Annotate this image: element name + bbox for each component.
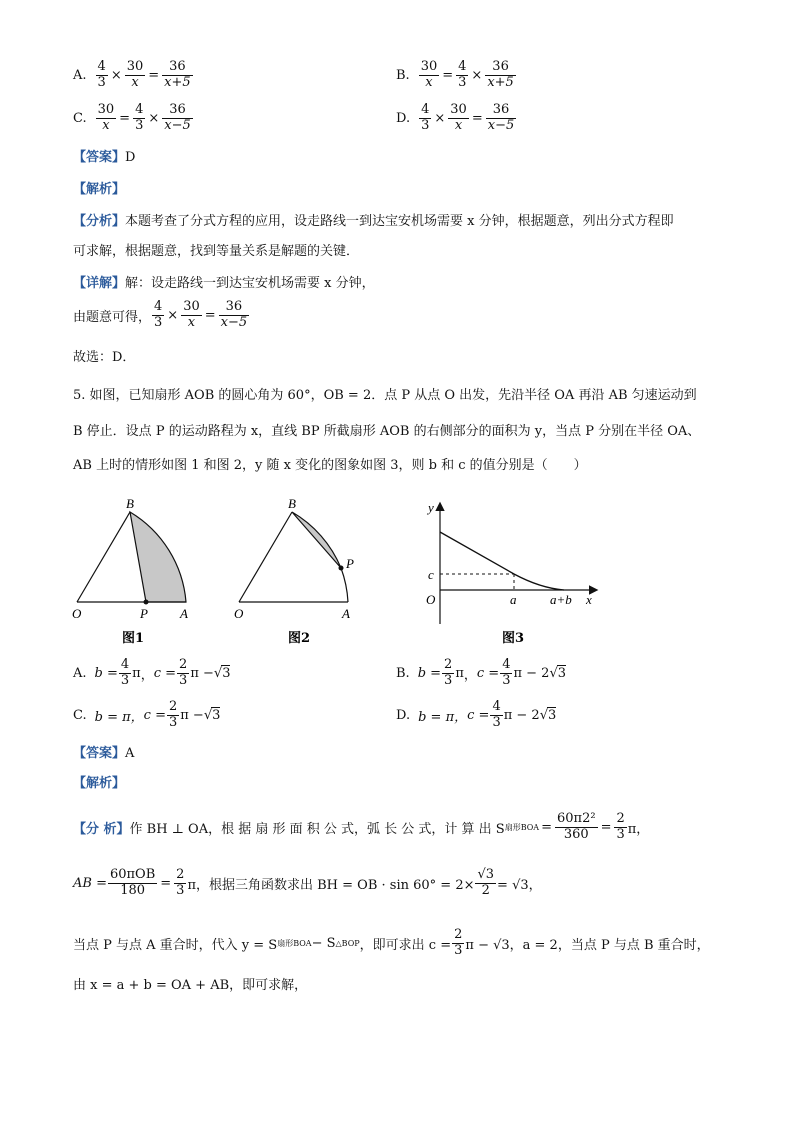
label-o: O: [234, 606, 244, 621]
arc: [341, 568, 348, 602]
q5-option-c: C. b = π， c = $\frac{2}{3}$ π − √ 3: [73, 699, 221, 730]
fraction: $\frac{4}{3}$: [135, 102, 144, 133]
fraction: $\frac{36}{x+5}$: [487, 59, 514, 90]
fraction: $\frac{4}{3}$: [458, 59, 467, 90]
fraction: $\frac{36}{x-5}$: [487, 102, 515, 133]
q5-last-line: 由 x = a + b = OA + AB，即可求解，: [73, 978, 308, 993]
fraction: $\frac{36}{x-5}$: [220, 299, 248, 330]
label-a: A: [180, 606, 188, 621]
label-c: c: [428, 567, 434, 582]
label-p: P: [140, 606, 148, 621]
caption: 图3: [502, 631, 525, 646]
option-label: D.: [396, 110, 411, 126]
q5-option-b: B. b = $\frac{2}{3}$ π ， c = $\frac{4}{3}$ π − 2 √ 3: [396, 657, 567, 688]
label-a-plus-b: a+b: [550, 592, 572, 607]
caption: 图2: [288, 631, 311, 646]
fraction: $\frac{30}{x}$: [183, 299, 200, 330]
q4-option-b: B. $\frac{30}{x}$ = $\frac{4}{3}$ × $\frac{36}{x+5}$: [396, 59, 514, 90]
fraction: $\frac{30}{x}$: [97, 102, 115, 133]
q5-analysis-tag: 【解析】: [73, 776, 126, 791]
q5-answer: 【答案】A: [73, 746, 135, 761]
fraction: $\frac{4}{3}$: [97, 59, 106, 90]
figure-1: [66, 494, 196, 648]
fraction: $\frac{30}{x}$: [450, 102, 467, 133]
option-label: A.: [73, 67, 87, 83]
label-x: x: [586, 592, 592, 607]
caption: 图1: [122, 631, 145, 646]
label-o: O: [72, 606, 82, 621]
fraction: $\frac{36}{x+5}$: [164, 59, 191, 90]
answer-tag: 【答案】: [73, 150, 126, 165]
label-b: B: [288, 496, 296, 511]
q5-stem-line3: AB 上时的情形如图 1 和图 2，y 随 x 变化的图象如图 3，则 b 和 c 的值分别是（ ）: [73, 458, 587, 473]
q4-option-d: D. $\frac{4}{3}$ × $\frac{30}{x}$ = $\frac{36}{x-5}$: [396, 102, 515, 133]
q4-conclusion: 故选：D．: [73, 350, 136, 365]
label-o: O: [426, 592, 436, 607]
label-a: a: [510, 592, 517, 607]
fraction: $\frac{30}{x}$: [420, 59, 438, 90]
fraction: $\frac{30}{x}$: [126, 59, 144, 90]
label-a: A: [342, 606, 350, 621]
q5-arc-line: AB = $\frac{\text{60πOB}}{180}$ = $\frac{2}{3}$ π，根据三角函数求出 BH = OB · sin 60° = 2× $\frac{√3}{2}$ = √3，: [73, 867, 542, 898]
label-p: P: [346, 556, 354, 571]
q4-fenxi: 【分析】本题考查了分式方程的应用，设走路线一到达宝安机场需要 x 分钟，根据题意，列出分式方程即: [73, 214, 674, 229]
q4-fenxi-line2: 可求解，根据题意，找到等量关系是解题的关键．: [73, 244, 360, 259]
label-b: B: [126, 496, 134, 511]
q4-option-c: C. $\frac{30}{x}$ = $\frac{4}{3}$ × $\frac{36}{x-5}$: [73, 102, 191, 133]
q5-option-d: D. b = π， c = $\frac{4}{3}$ π − 2 √ 3: [396, 699, 557, 730]
q4-option-a: A. $\frac{4}{3}$ × $\frac{30}{x}$ = $\frac{36}{x+5}$: [73, 59, 191, 90]
q4-xiangjie: 【详解】解：设走路线一到达宝安机场需要 x 分钟，: [73, 276, 375, 291]
q5-option-a: A. b = $\frac{4}{3}$ π ， c = $\frac{2}{3}$ π − √ 3: [73, 657, 231, 688]
fraction: $\frac{36}{x-5}$: [164, 102, 191, 133]
figure-3: [410, 494, 600, 648]
fraction: $\frac{4}{3}$: [154, 299, 163, 330]
graph-curve: [440, 532, 564, 590]
q5-stem-line2: B 停止．设点 P 的运动路程为 x，直线 BP 所截扇形 AOB 的右侧部分的面积为 y，当点 P 分别在半径 OA、: [73, 424, 701, 439]
shaded-region: [130, 512, 186, 602]
figure-2: [228, 494, 368, 648]
label-y: y: [428, 500, 434, 515]
q5-fenxi: 【分 析】 作 BH ⊥ OA，根 据 扇 形 面 积 公 式，弧 长 公 式，计 算 出 S 扇形BOA = $\frac{\text{60π2²}}{360}$ = $\frac{2}{3}$ π，: [73, 811, 650, 842]
radius-ob: [77, 512, 130, 602]
point-p: [144, 600, 149, 605]
q4-equation: 由题意可得， $\frac{4}{3}$ × $\frac{30}{x}$ = $\frac{36}{x-5}$: [73, 299, 248, 330]
option-label: B.: [396, 67, 410, 83]
radius-ob: [239, 512, 292, 602]
q4-answer: 【答案】D: [73, 150, 136, 165]
shaded-region: [292, 512, 341, 568]
q4-analysis-tag: 【解析】: [73, 182, 126, 197]
point-p: [339, 566, 344, 571]
fraction: $\frac{4}{3}$: [421, 102, 430, 133]
q5-reasoning-line: 当点 P 与点 A 重合时，代入 y = S 扇形BOA − S △BOP ，即可求出 c = $\frac{2}{3}$ π − √3，a = 2，当点 P 与点 B 重合时，: [73, 927, 710, 958]
option-label: C.: [73, 110, 87, 126]
q5-stem-line1: 5. 如图，已知扇形 AOB 的圆心角为 60°，OB = 2．点 P 从点 O 出发，先沿半径 OA 再沿 AB 匀速运动到: [73, 388, 697, 403]
